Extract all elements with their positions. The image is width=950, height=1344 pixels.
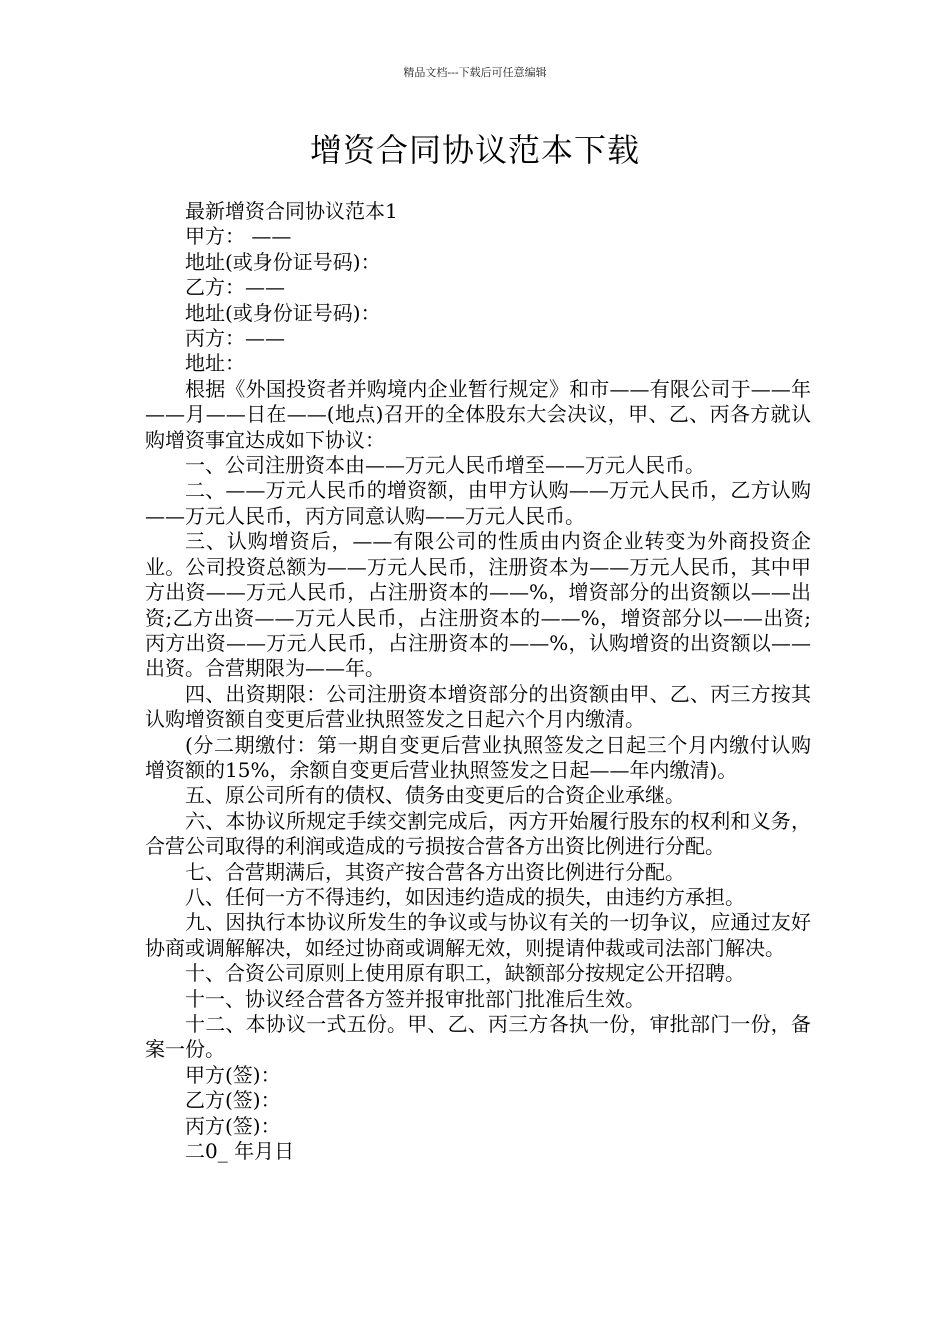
paragraph-clause-8: 八、任何一方不得违约，如因违约造成的损失，由违约方承担。 <box>185 884 745 909</box>
paragraph-clause-4-note: (分二期缴付：第一期自变更后营业执照签发之日起三个月内缴付认购增资额的15%，余额自变更后营业执照签发之日起——年内缴清)。 <box>145 732 811 782</box>
paragraph-party-b: 乙方：—— <box>185 275 285 300</box>
paragraph-party-c: 丙方：—— <box>185 326 285 351</box>
paragraph-clause-7: 七、合营期满后，其资产按合营各方出资比例进行分配。 <box>185 859 685 884</box>
paragraph-clause-10: 十、合资公司原则上使用原有职工，缺额部分按规定公开招聘。 <box>185 961 745 986</box>
paragraph-subtitle: 最新增资合同协议范本1 <box>185 199 398 223</box>
paragraph-party-a-address: 地址(或身份证号码)： <box>185 249 381 274</box>
paragraph-clause-4: 四、出资期限：公司注册资本增资部分的出资额由甲、乙、丙三方按其认购增资额自变更后营业执照签发之日起六个月内缴清。 <box>145 681 811 732</box>
paragraph-date: 二0_ 年月日 <box>185 1139 295 1164</box>
paragraph-party-a: 甲方： —— <box>185 224 292 249</box>
paragraph-clause-11: 十一、协议经合营各方签并报审批部门批准后生效。 <box>185 986 645 1011</box>
paragraph-signature-b: 乙方(签)： <box>185 1088 281 1113</box>
paragraph-clause-9: 九、因执行本协议所发生的争议或与协议有关的一切争议，应通过友好协商或调解解决，如经过协商或调解无效，则提请仲裁或司法部门解决。 <box>145 910 811 960</box>
paragraph-clause-3: 三、认购增资后，——有限公司的性质由内资企业转变为外商投资企业。公司投资总额为——万元人民币，注册资本为——万元人民币，其中甲方出资——万元人民币，占注册资本的——%，增资部分的出资额以——出资;乙方出资——万元人民币，占注册资本的——%，增资部分以——出资;丙方出资——万元人民币，占注册资本的——%，认购增资的出资额以——出资。合营期限为——年。 <box>145 529 811 681</box>
paragraph-clause-2: 二、——万元人民币的增资额，由甲方认购——万元人民币，乙方认购——万元人民币，丙方同意认购——万元人民币。 <box>145 478 811 528</box>
paragraph-clause-5: 五、原公司所有的债权、债务由变更后的合资企业承继。 <box>185 783 685 808</box>
paragraph-preamble: 根据《外国投资者并购境内企业暂行规定》和市——有限公司于——年——月——日在——(地点)召开的全体股东大会决议，甲、乙、丙各方就认购增资事宜达成如下协议： <box>145 376 811 452</box>
paragraph-clause-6: 六、本协议所规定手续交割完成后，丙方开始履行股东的权利和义务，合营公司取得的利润或造成的亏损按合营各方出资比例进行分配。 <box>145 808 811 859</box>
paragraph-signature-c: 丙方(签)： <box>185 1113 281 1138</box>
document-body <box>145 199 811 1164</box>
paragraph-party-b-address: 地址(或身份证号码)： <box>185 300 381 325</box>
paragraph-clause-12: 十二、本协议一式五份。甲、乙、丙三方各执一份，审批部门一份，备案一份。 <box>145 1012 811 1062</box>
paragraph-clause-1: 一、公司注册资本由——万元人民币增至——万元人民币。 <box>185 453 705 478</box>
page-header: 精品文档---下载后可任意编辑 <box>403 66 547 79</box>
paragraph-party-c-address: 地址： <box>185 351 245 376</box>
document-title: 增资合同协议范本下载 <box>309 131 640 169</box>
paragraph-signature-a: 甲方(签)： <box>185 1062 281 1087</box>
